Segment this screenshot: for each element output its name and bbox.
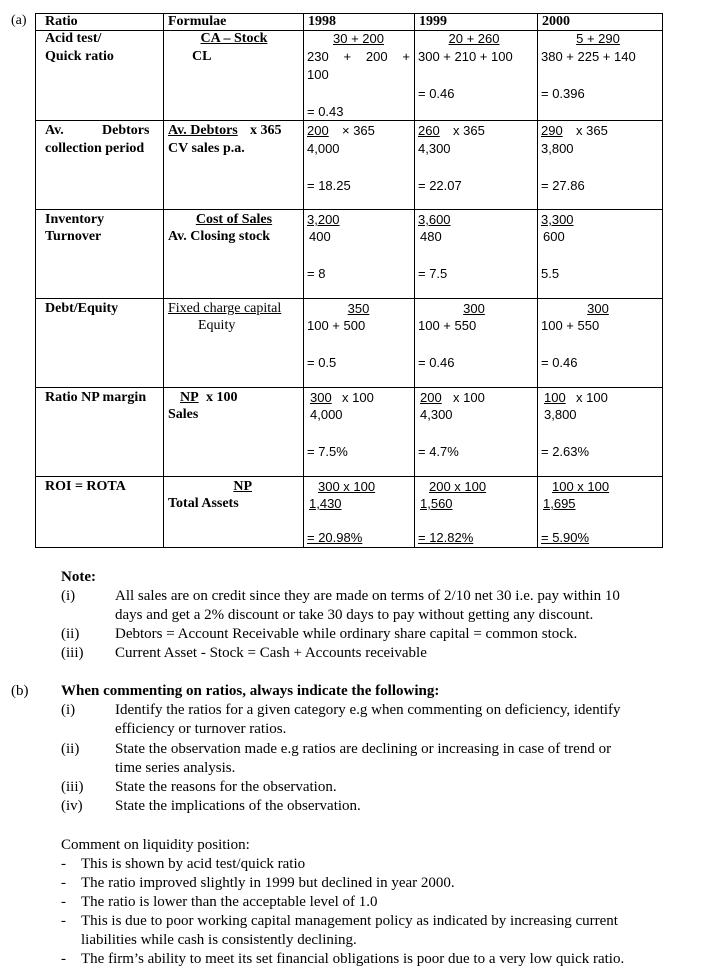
bullet-dash: -	[61, 894, 66, 910]
bullet-dash: -	[61, 875, 66, 891]
table-row	[36, 477, 663, 548]
ratio-cell: Av. Debtors collection period	[36, 121, 164, 210]
comment-title: Comment on liquidity position:	[61, 837, 250, 853]
bullet-dash: -	[61, 951, 66, 967]
value-1999-cell: 3,600 480 = 7.5	[415, 210, 538, 299]
value-1998-cell: 300 x 100 4,000 = 7.5%	[304, 388, 415, 477]
value-1999-cell: 20 + 260 300 + 210 + 100 = 0.46	[415, 31, 538, 121]
formula-cell: Fixed charge capital Equity	[164, 299, 304, 388]
bullet-item: This is due to poor working capital management policy as indicated by increasing current	[81, 913, 618, 929]
header-1999: 1999	[415, 14, 538, 31]
list-number: (iv)	[61, 798, 83, 814]
ratio-cell: Acid test/ Quick ratio	[36, 31, 164, 121]
ratio-cell: Inventory Turnover	[36, 210, 164, 299]
list-item: State the implications of the observation.	[115, 798, 361, 814]
table-row	[36, 388, 663, 477]
bullet-item: The ratio is lower than the acceptable level of 1.0	[81, 894, 378, 910]
bullet-item: The ratio improved slightly in 1999 but declined in year 2000.	[81, 875, 455, 891]
list-item: State the reasons for the observation.	[115, 779, 337, 795]
value-1999-cell: 300 100 + 550 = 0.46	[415, 299, 538, 388]
list-item: days and get a 2% discount or take 30 days to pay without getting any discount.	[115, 607, 594, 623]
value-2000-cell: 300 100 + 550 = 0.46	[538, 299, 663, 388]
formula-cell: CA – Stock CL	[164, 31, 304, 121]
list-item: efficiency or turnover ratios.	[115, 721, 287, 737]
bullet-item: liabilities while cash is consistently declining.	[81, 932, 357, 948]
value-1999-cell: 200 x 100 1,560 = 12.82%	[415, 477, 538, 548]
list-item: Debtors = Account Receivable while ordinary share capital = common stock.	[115, 626, 578, 642]
ratio-cell: Ratio NP margin	[36, 388, 164, 477]
formula-cell: NP Total Assets	[164, 477, 304, 548]
header-formulae: Formulae	[164, 14, 304, 31]
ratio-cell: ROI = ROTA	[36, 477, 164, 548]
table-row	[36, 31, 663, 121]
bullet-item: The firm’s ability to meet its set financial obligations is poor due to a very low quick ratio.	[81, 951, 625, 967]
value-1998-cell: 3,200 400 = 8	[304, 210, 415, 299]
header-1998: 1998	[304, 14, 415, 31]
part-b-label: (b)	[11, 683, 29, 699]
list-item: time series analysis.	[115, 760, 236, 776]
value-2000-cell: 290 x 365 3,800 = 27.86	[538, 121, 663, 210]
list-number: (ii)	[61, 741, 80, 757]
part-a-label: (a)	[11, 13, 27, 28]
header-2000: 2000	[538, 14, 663, 31]
table-row	[36, 121, 663, 210]
bullet-dash: -	[61, 856, 66, 872]
table-row	[36, 210, 663, 299]
formula-cell: Av. Debtors x 365 CV sales p.a.	[164, 121, 304, 210]
formula-cell: NP x 100 Sales	[164, 388, 304, 477]
ratios-table	[35, 13, 663, 548]
list-number: (iii)	[61, 645, 84, 661]
list-number: (i)	[61, 702, 76, 718]
value-1999-cell: 200 x 100 4,300 = 4.7%	[415, 388, 538, 477]
value-2000-cell: 5 + 290 380 + 225 + 140 = 0.396	[538, 31, 663, 121]
list-item: Identify the ratios for a given category e.g when commenting on deficiency, identify	[115, 702, 621, 718]
table-header-row	[36, 14, 663, 31]
bullet-item: This is shown by acid test/quick ratio	[81, 856, 306, 872]
list-item: All sales are on credit since they are made on terms of 2/10 net 30 i.e. pay within 10	[115, 588, 620, 604]
value-1998-cell: 200 × 365 4,000 = 18.25	[304, 121, 415, 210]
list-item: State the observation made e.g ratios are declining or increasing in case of trend or	[115, 741, 612, 757]
header-ratio: Ratio	[36, 14, 164, 31]
part-b-heading: When commenting on ratios, always indicate the following:	[61, 683, 440, 699]
value-2000-cell: 100 x 100 3,800 = 2.63%	[538, 388, 663, 477]
list-item: Current Asset - Stock = Cash + Accounts receivable	[115, 645, 427, 661]
bullet-dash: -	[61, 913, 66, 929]
value-2000-cell: 100 x 100 1,695 = 5.90%	[538, 477, 663, 548]
value-1998-cell: 30 + 200 230 + 200 + 100 = 0.43	[304, 31, 415, 121]
value-2000-cell: 3,300 600 5.5	[538, 210, 663, 299]
note-title: Note:	[61, 569, 96, 585]
formula-cell: Cost of Sales Av. Closing stock	[164, 210, 304, 299]
list-number: (iii)	[61, 779, 84, 795]
list-number: (i)	[61, 588, 76, 604]
value-1998-cell: 300 x 100 1,430 = 20.98%	[304, 477, 415, 548]
list-number: (ii)	[61, 626, 80, 642]
value-1998-cell: 350 100 + 500 = 0.5	[304, 299, 415, 388]
ratio-cell: Debt/Equity	[36, 299, 164, 388]
value-1999-cell: 260 x 365 4,300 = 22.07	[415, 121, 538, 210]
table-row	[36, 299, 663, 388]
